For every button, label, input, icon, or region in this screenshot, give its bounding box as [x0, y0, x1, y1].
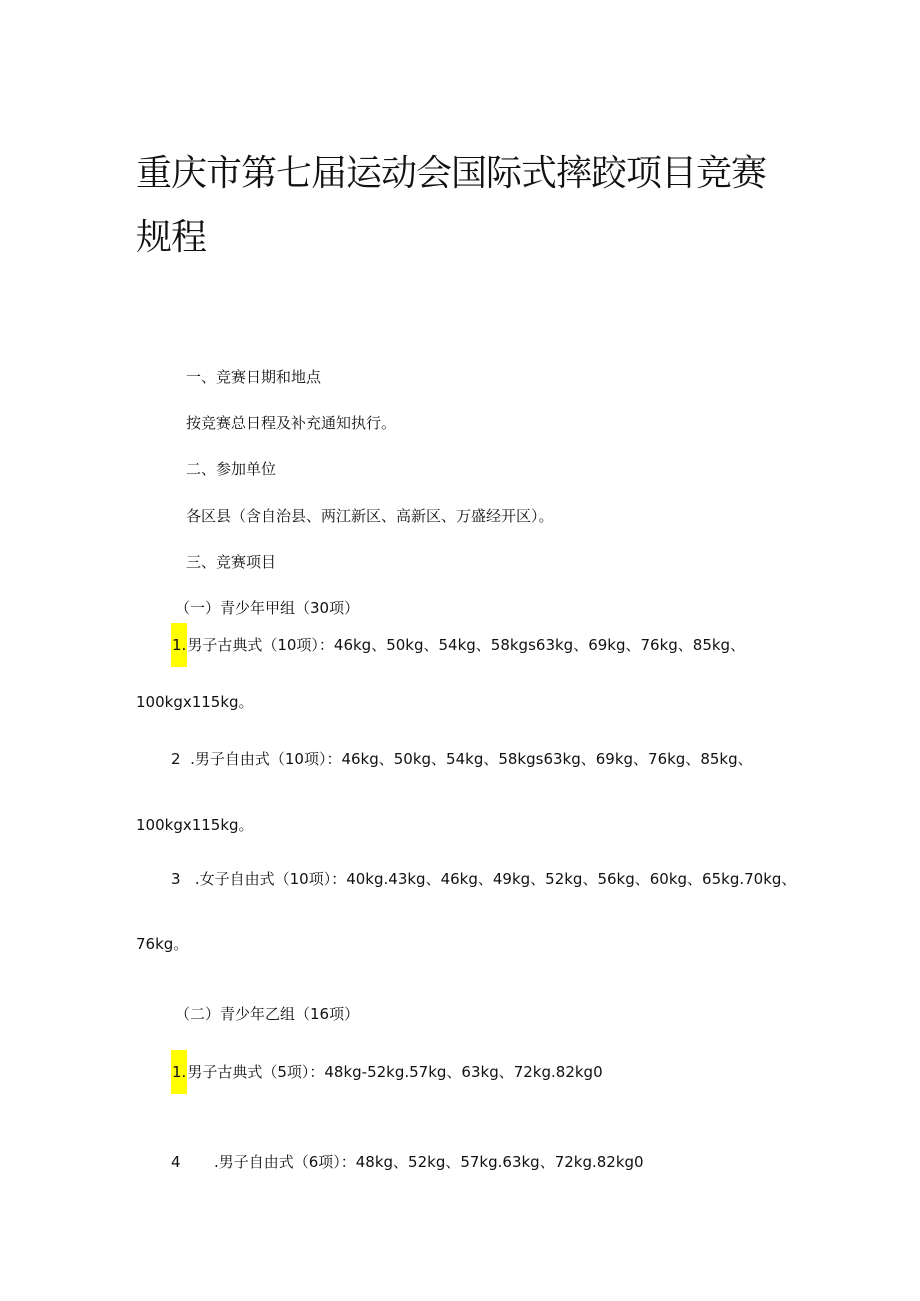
group-2-item-4 [171, 1152, 644, 1172]
group-1-item-2 [171, 749, 753, 769]
group-1-item-1 [171, 623, 745, 667]
item-number: 2 [171, 750, 181, 768]
group-1-item-1-text: 男子古典式（10项）：46kg、50kg、54kg、58kgs63kg、69kg、76kg、85kg、 [187, 636, 746, 654]
section-3-heading: 三、竞赛项目 [186, 553, 277, 571]
group-1-item-3-continuation: 76kg。 [136, 935, 189, 953]
group-1-item-1-continuation: 100kgx115kg。 [136, 693, 254, 711]
group-2-item-1 [171, 1050, 603, 1094]
group-1-item-3-text: .女子自由式（10项）：40kg.43kg、46kg、49kg、52kg、56kg、60kg、65kg.70kg、 [194, 870, 797, 888]
group-2-heading: （二）青少年乙组（16项） [175, 1005, 360, 1023]
group-1-heading: （一）青少年甲组（30项） [175, 599, 360, 617]
section-1-heading: 一、竞赛日期和地点 [186, 368, 322, 386]
group-2-item-1-text: 男子古典式（5项）：48kg-52kg.57kg、63kg、72kg.82kg0 [187, 1063, 603, 1081]
document-title: 重庆市第七届运动会国际式摔跤项目竞赛规程 [136, 153, 767, 258]
section-2-heading: 二、参加单位 [186, 460, 277, 478]
highlighted-item-number: 1. [171, 1050, 187, 1094]
group-2-item-4-text: .男子自由式（6项）：48kg、52kg、57kg.63kg、72kg.82kg0 [213, 1153, 644, 1171]
section-2-body: 各区县（含自治县、两江新区、高新区、万盛经开区）。 [186, 507, 554, 525]
highlighted-item-number: 1. [171, 623, 187, 667]
group-1-item-3 [171, 869, 796, 889]
section-1-body: 按竞赛总日程及补充通知执行。 [186, 414, 397, 432]
group-1-item-2-text: .男子自由式（10项）：46kg、50kg、54kg、58kgs63kg、69kg、76kg、85kg、 [190, 750, 753, 768]
item-number: 3 [171, 870, 181, 888]
group-1-item-2-continuation: 100kgx115kg。 [136, 816, 254, 834]
item-number: 4 [171, 1153, 181, 1171]
